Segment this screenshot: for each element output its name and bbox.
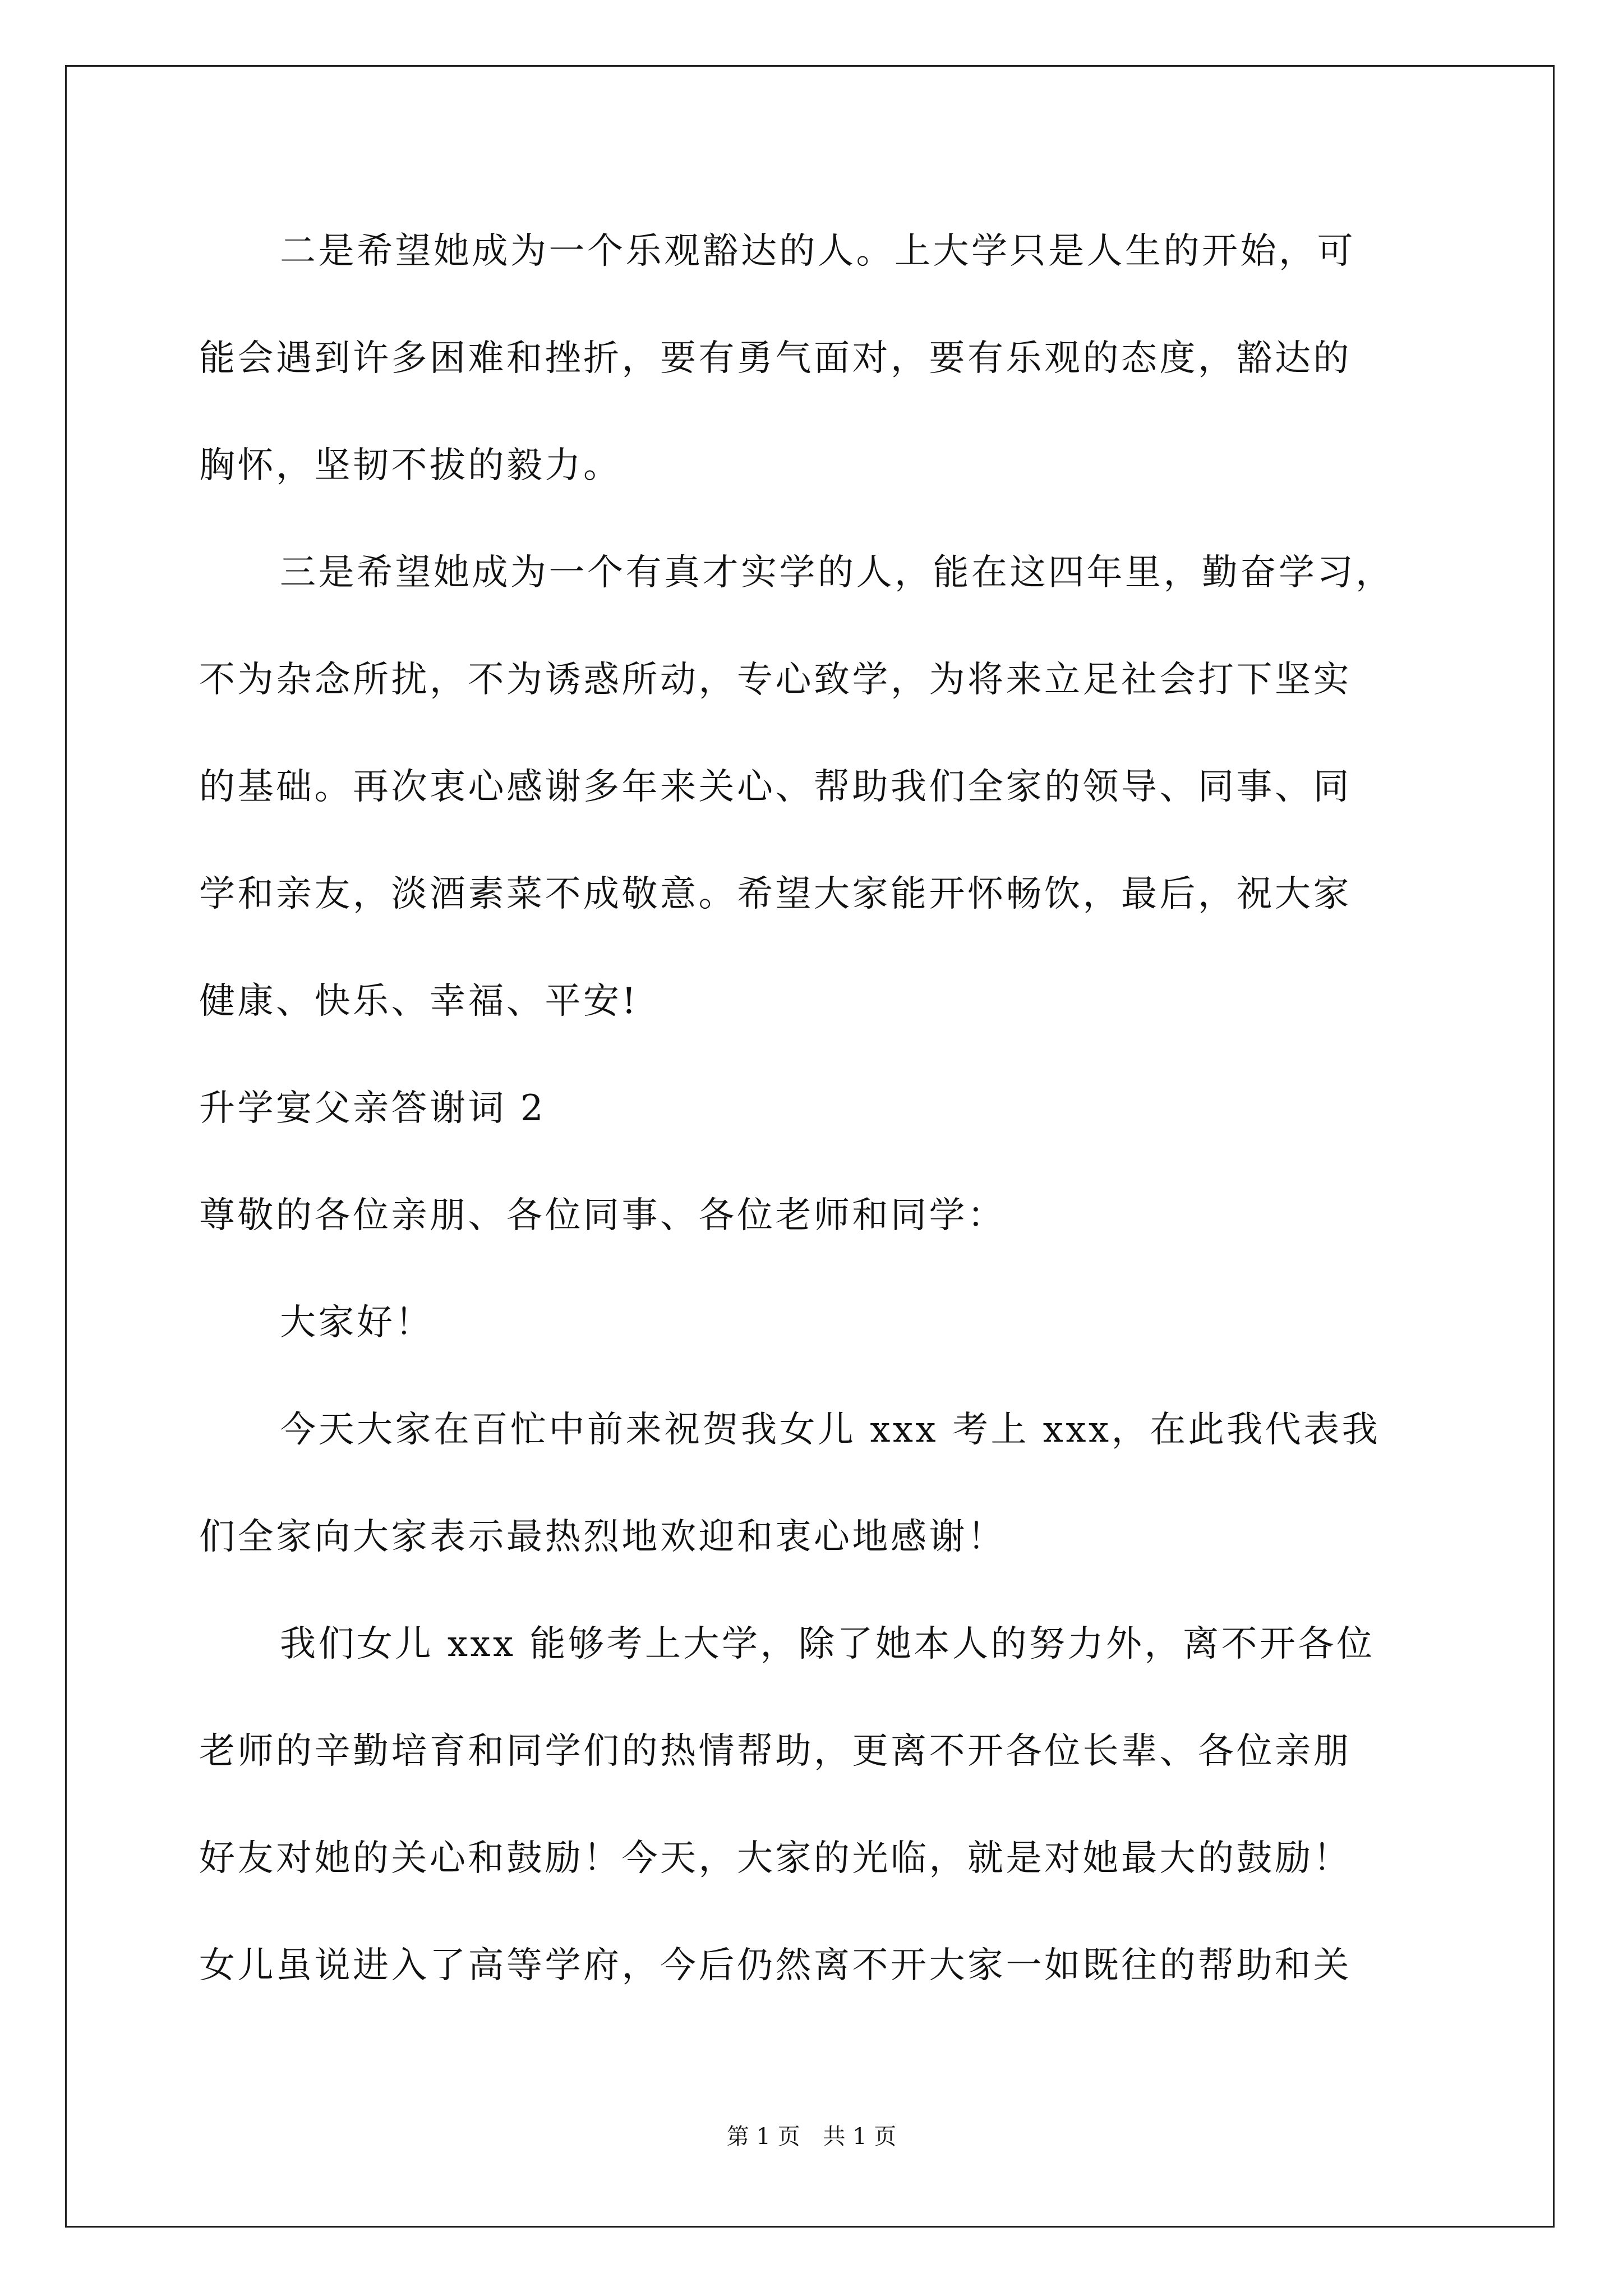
salutation: 尊敬的各位亲朋、各位同事、各位老师和同学：	[199, 1195, 1006, 1236]
paragraph-line: 今天大家在百忙中前来祝贺我女儿 xxx 考上 xxx，在此我代表我	[280, 1409, 1381, 1451]
paragraph-line: 不为杂念所扰，不为诱惑所动，专心致学，为将来立足社会打下坚实	[199, 659, 1352, 701]
paragraph-line: 学和亲友，淡酒素菜不成敬意。希望大家能开怀畅饮，最后，祝大家	[199, 873, 1352, 915]
page-footer	[0, 2120, 1623, 2154]
paragraph-line: 们全家向大家表示最热烈地欢迎和衷心地感谢！	[199, 1516, 1006, 1558]
paragraph-line: 能会遇到许多困难和挫折，要有勇气面对，要有乐观的态度，豁达的	[199, 338, 1352, 379]
paragraph-line: 好友对她的关心和鼓励！今天，大家的光临，就是对她最大的鼓励！	[199, 1838, 1352, 1879]
page-total: 共 1 页	[823, 2124, 897, 2150]
greeting: 大家好！	[280, 1302, 434, 1343]
paragraph-line: 健康、快乐、幸福、平安!	[199, 981, 639, 1022]
page-number: 第 1 页	[726, 2124, 800, 2150]
paragraph-line: 三是希望她成为一个有真才实学的人，能在这四年里，勤奋学习，	[280, 552, 1394, 593]
section-heading: 升学宴父亲答谢词 2	[199, 1088, 546, 1129]
paragraph-line: 老师的辛勤培育和同学们的热情帮助，更离不开各位长辈、各位亲朋	[199, 1731, 1352, 1772]
paragraph-line: 胸怀，坚韧不拔的毅力。	[199, 445, 622, 486]
paragraph-line: 女儿虽说进入了高等学府，今后仍然离不开大家一如既往的帮助和关	[199, 1945, 1352, 1986]
paragraph-line: 二是希望她成为一个乐观豁达的人。上大学只是人生的开始，可	[280, 231, 1355, 272]
paragraph-line: 我们女儿 xxx 能够考上大学，除了她本人的努力外，离不开各位	[280, 1623, 1375, 1665]
paragraph-line: 的基础。再次衷心感谢多年来关心、帮助我们全家的领导、同事、同	[199, 766, 1352, 808]
